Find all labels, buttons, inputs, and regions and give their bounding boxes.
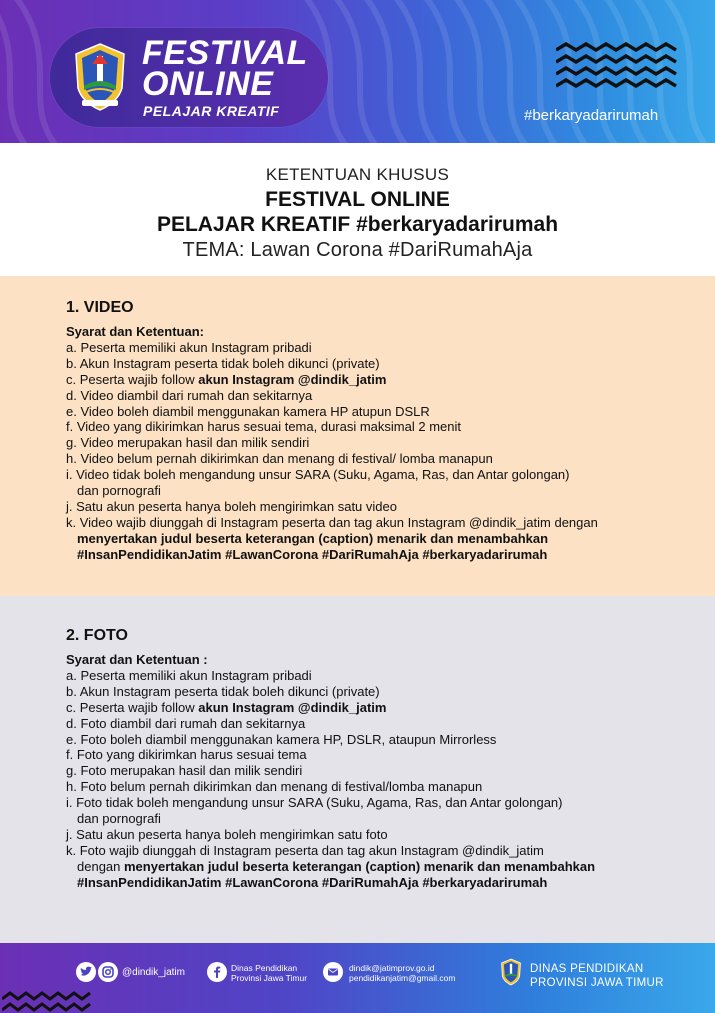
video-section [0,276,715,596]
video-item-d: d. Video diambil dari rumah dan sekitarnya [66,387,313,403]
fb-line2: Provinsi Jawa Timur [231,973,308,983]
foto-item-k-cont1: dengan menyertakan judul beserta keterangan (caption) menarik dan menambahkan [77,858,596,874]
foto-req-title: Syarat dan Ketentuan : [66,652,208,667]
foto-item-a: a. Peserta memiliki akun Instagram pribadi [66,667,312,683]
email-2[interactable]: pendidikanjatim@gmail.com [349,973,456,983]
foto-follow-account: akun Instagram @dindik_jatim [198,699,387,715]
foto-rules [66,652,595,891]
social-handle: @dindik_jatim [122,967,185,978]
email-icon[interactable] [323,962,343,982]
video-item-k: k. Video wajib diunggah di Instagram peserta dan tag akun Instagram @dindik_jatim dengan [66,514,598,530]
zigzag-footer-decoration [2,991,92,1013]
twitter-icon[interactable] [76,962,96,982]
foto-item-i: i. Foto tidak boleh mengandung unsur SARA (Suku, Agama, Ras, dan Antar golongan) [66,795,563,811]
video-item-k-cont1: menyertakan judul beserta keterangan (caption) menarik dan menambahkan [77,530,549,546]
video-item-i-cont: dan pornografi [77,483,161,499]
video-item-c: c. Peserta wajib follow akun Instagram @dindik_jatim [66,371,387,387]
video-item-b: b. Akun Instagram peserta tidak boleh dikunci (private) [66,355,380,371]
foto-item-c: c. Peserta wajib follow akun Instagram @dindik_jatim [66,699,387,715]
facebook-icon[interactable] [207,962,227,982]
instagram-icon[interactable] [98,962,118,982]
jatim-emblem-small-icon [500,957,522,987]
foto-item-f: f. Foto yang dikirimkan harus sesuai tema [66,747,307,763]
title-line1: KETENTUAN KHUSUS [265,165,450,184]
video-item-e: e. Video boleh diambil menggunakan kamera HP atupun DSLR [66,403,430,419]
title-line4: TEMA: Lawan Corona #DariRumahAja [182,239,533,261]
foto-item-d: d. Foto diambil dari rumah dan sekitarnya [66,715,306,731]
foto-heading: 2. FOTO [66,627,128,644]
footer-org [530,962,664,990]
email-text [349,963,455,983]
foto-item-k-cont2: #InsanPendidikanJatim #LawanCorona #DariRumahAja #berkaryadarirumah [77,874,548,890]
title-line3: PELAJAR KREATIF #berkaryadarirumah [156,213,559,236]
email-1[interactable]: dindik@jatimprov.go.id [349,963,435,973]
foto-item-j: j. Satu akun peserta hanya boleh mengirimkan satu foto [66,826,388,842]
video-item-f: f. Video yang dikirimkan harus sesuai tema, durasi maksimal 2 menit [66,419,461,435]
video-item-k-cont2: #InsanPendidikanJatim #LawanCorona #DariRumahAja #berkaryadarirumah [77,546,548,562]
festival-subtitle: PELAJAR KREATIF [143,103,280,119]
facebook-text [231,963,307,983]
video-heading: 1. VIDEO [66,299,134,316]
foto-item-i-cont: dan pornografi [77,811,161,827]
foto-item-e: e. Foto boleh diambil menggunakan kamera HP, DSLR, ataupun Mirrorless [66,731,497,747]
fb-line1: Dinas Pendidikan [231,963,298,973]
video-rules [66,324,598,563]
title-line2: FESTIVAL ONLINE [265,188,450,211]
jatim-emblem-icon [72,42,128,112]
footer [0,943,715,1013]
video-req-title: Syarat dan Ketentuan: [66,324,204,339]
video-item-a: a. Peserta memiliki akun Instagram pribadi [66,339,312,355]
video-item-g: g. Video merupakan hasil dan milik sendiri [66,435,310,451]
org-line2: PROVINSI JAWA TIMUR [530,977,664,989]
foto-item-h: h. Foto belum pernah dikirimkan dan menang di festival/lomba manapun [66,779,483,795]
festival-title [142,34,308,103]
foto-section [0,596,715,943]
zigzag-decoration [556,42,681,88]
video-follow-account: akun Instagram @dindik_jatim [198,371,387,387]
video-item-h: h. Video belum pernah dikirimkan dan menang di festival/ lomba manapun [66,451,493,467]
festival-title-line1: FESTIVAL [142,34,308,72]
festival-title-line2: ONLINE [142,65,274,103]
foto-item-g: g. Foto merupakan hasil dan milik sendiri [66,763,303,779]
title-block [0,143,715,276]
video-item-i: i. Video tidak boleh mengandung unsur SARA (Suku, Agama, Ras, dan Antar golongan) [66,467,570,483]
header-banner [0,0,715,143]
foto-item-k: k. Foto wajib diunggah di Instagram peserta dan tag akun Instagram @dindik_jatim [66,842,544,858]
video-item-j: j. Satu akun peserta hanya boleh mengirimkan satu video [66,498,397,514]
foto-item-b: b. Akun Instagram peserta tidak boleh dikunci (private) [66,683,380,699]
hashtag-top: #berkaryadarirumah [524,107,659,124]
org-line1: DINAS PENDIDIKAN [530,963,644,975]
